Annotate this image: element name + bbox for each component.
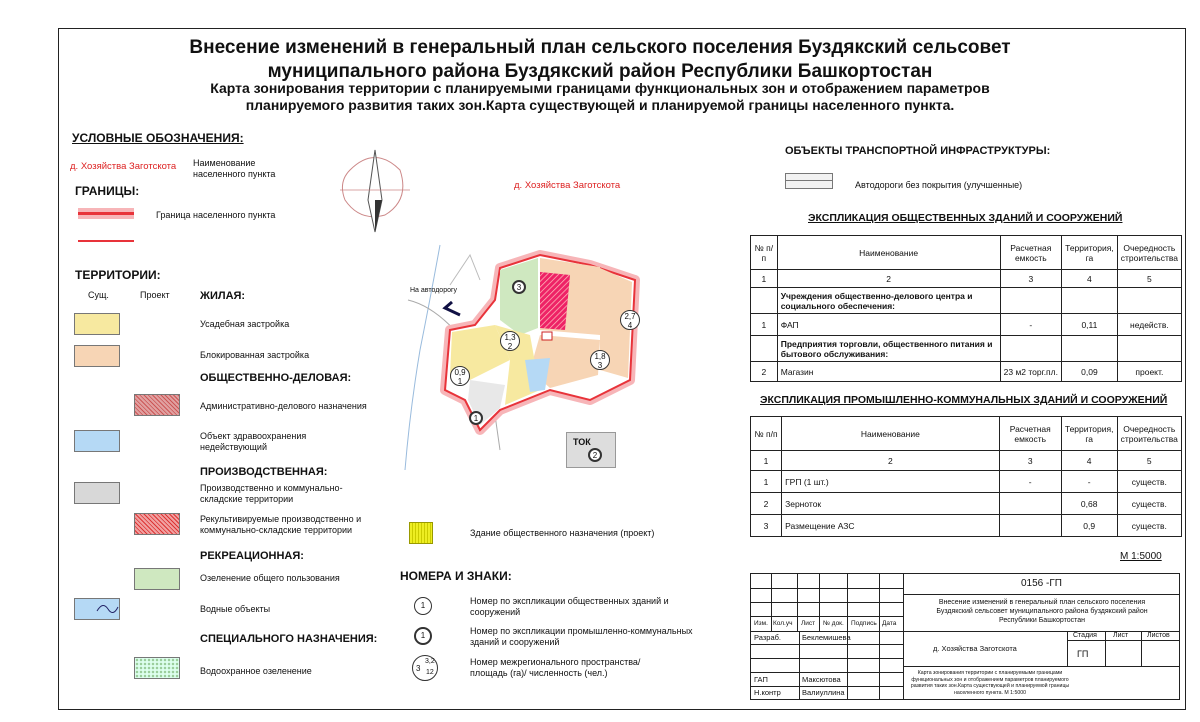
table-row: 1 ГРП (1 шт.) - - существ. xyxy=(751,471,1182,493)
stamp-nkontr-label: Н.контр xyxy=(754,688,781,697)
borders-heading: ГРАНИЦЫ: xyxy=(75,184,140,198)
stamp-col-date: Дата xyxy=(882,620,897,627)
table-group-row: Учреждения общественно-делового центра и социального обеспечения: xyxy=(751,288,1182,314)
table-row: 3 Размещение АЗС 0,9 существ. xyxy=(751,515,1182,537)
admin-swatch xyxy=(134,394,180,416)
stamp-col-list: Лист xyxy=(801,620,816,627)
map-marker-industrial-1: 1 xyxy=(469,411,483,425)
residential-heading: ЖИЛАЯ: xyxy=(200,290,246,302)
map-marker-industrial-3: 3 xyxy=(512,280,526,294)
stamp-col-koluch: Кол.уч xyxy=(773,620,793,627)
map-marker-4: 2,7 4 xyxy=(620,310,640,330)
stamp-dev-name: Беклемишева xyxy=(802,633,851,642)
border-swatch-project xyxy=(78,240,134,242)
legend-settlement-sample: д. Хозяйства Заготскота xyxy=(70,161,177,172)
table-group-row: Предприятия торговли, общественного питания и бытового обслуживания: xyxy=(751,336,1182,362)
transport-heading: ОБЪЕКТЫ ТРАНСПОРТНОЙ ИНФРАСТРУКТУРЫ: xyxy=(785,145,1051,157)
sign-interreg-circle: 3 3,2 12 xyxy=(412,655,438,681)
table-header-row: № п/п Наименование Расчетная емкость Территория, га Очередность строительства xyxy=(751,417,1182,451)
table-index-row: 1 2 3 4 5 xyxy=(751,270,1182,288)
public-building-project-desc: Здание общественного назначения (проект) xyxy=(470,528,655,538)
road-swatch xyxy=(785,173,833,189)
health-swatch xyxy=(74,430,120,452)
territories-heading: ТЕРРИТОРИИ: xyxy=(75,268,161,282)
road-label: На автодорогу xyxy=(410,287,458,294)
map-marker-1: 0,9 1 xyxy=(450,366,470,386)
border-swatch-existing xyxy=(78,208,134,219)
blocked-swatch xyxy=(74,345,120,367)
stamp-sheets-label: Листов xyxy=(1147,632,1170,639)
water-desc: Водные объекты xyxy=(200,604,271,614)
industrial-heading: ПРОИЗВОДСТВЕННАЯ: xyxy=(200,466,328,478)
page-subtitle: Карта зонирования территории с планируемыми границами функциональных зон и отображением параметров планируемого развития таких зон.Карта существующей и планируемой границы населенного пункта. xyxy=(210,80,990,113)
recreational-heading: РЕКРЕАЦИОННАЯ: xyxy=(200,550,304,562)
stamp-code: 0156 -ГП xyxy=(1021,578,1062,589)
industrial-table-heading: ЭКСПЛИКАЦИЯ ПРОМЫШЛЕННО-КОММУНАЛЬНЫХ ЗДАНИЙ И СООРУЖЕНИЙ xyxy=(760,394,1168,406)
legend-settlement-desc: Наименование населенного пункта xyxy=(193,158,276,179)
table-row: 2 Магазин 23 м2 торг.пл. 0,09 проект. xyxy=(751,362,1182,382)
estate-swatch xyxy=(74,313,120,335)
stamp-sheet-label: Лист xyxy=(1113,632,1129,639)
special-heading: СПЕЦИАЛЬНОГО НАЗНАЧЕНИЯ: xyxy=(200,633,378,645)
map-marker-2: 1,3 2 xyxy=(500,331,520,351)
map-marker-3: 1,8 3 xyxy=(590,350,610,370)
legend-heading: УСЛОВНЫЕ ОБОЗНАЧЕНИЯ: xyxy=(72,131,244,145)
estate-desc: Усадебная застройка xyxy=(200,319,290,329)
sign-interreg-desc: Номер межрегионального пространства/ площадь (га)/ численность (чел.) xyxy=(470,657,641,678)
prod-swatch xyxy=(74,482,120,504)
stamp-stage-label: Стадия xyxy=(1073,632,1097,639)
stamp-col-izm: Изм. xyxy=(754,620,768,627)
table-row: 1 ФАП - 0,11 недейств. xyxy=(751,314,1182,336)
stamp-settlement: д. Хозяйства Заготскота xyxy=(933,644,1017,653)
water-swatch xyxy=(74,598,120,620)
blocked-desc: Блокированная застройка xyxy=(200,350,310,360)
stamp-map-desc: Карта зонирования территории с планируемыми границами функциональных зон и отображением параметров планируемого развития таких зон.Карта существующей и планируемой границы населенного пункта. М 1:5000 xyxy=(910,670,1070,696)
col-project-label: Проект xyxy=(140,290,170,300)
signs-heading: НОМЕРА И ЗНАКИ: xyxy=(400,569,512,583)
road-desc: Автодороги без покрытия (улучшенные) xyxy=(855,180,1023,190)
public-table-heading: ЭКСПЛИКАЦИЯ ОБЩЕСТВЕННЫХ ЗДАНИЙ И СООРУЖЕНИЙ xyxy=(808,212,1123,224)
greening-swatch xyxy=(134,568,180,590)
stamp-nkontr-name: Валиуллина xyxy=(802,688,845,697)
table-row: 2 Зерноток 0,68 существ. xyxy=(751,493,1182,515)
table-index-row: 1 2 3 4 5 xyxy=(751,451,1182,471)
title-block-stamp xyxy=(750,573,1180,700)
prod-desc: Производственно и коммунально-складские территории xyxy=(200,483,343,504)
stamp-col-sign: Подпись xyxy=(851,620,877,627)
tok-block: ТОК xyxy=(566,432,616,468)
admin-desc: Административно-делового назначения xyxy=(200,401,367,411)
sign-public-desc: Номер по экспликации общественных зданий и сооружений xyxy=(470,596,669,617)
public-business-heading: ОБЩЕСТВЕННО-ДЕЛОВАЯ: xyxy=(200,372,352,384)
sign-industrial-desc: Номер по экспликации промышленно-коммунальных зданий и сооружений xyxy=(470,626,693,647)
public-table xyxy=(750,235,1182,382)
greening-desc: Озеленение общего пользования xyxy=(200,573,340,583)
industrial-table xyxy=(750,416,1182,537)
public-building-project-swatch xyxy=(409,522,433,544)
north-arrow-icon xyxy=(330,140,420,235)
map-marker-industrial-2: 2 xyxy=(588,448,602,462)
water-protect-desc: Водоохранное озеленение xyxy=(200,666,312,676)
border-desc: Граница населенного пункта xyxy=(156,210,276,220)
stamp-dev-label: Разраб. xyxy=(754,633,782,642)
table-header-row: № п/п Наименование Расчетная емкость Территория, га Очередность строительства xyxy=(751,236,1182,270)
stamp-col-ndoc: № док. xyxy=(823,620,844,627)
sign-industrial-circle: 1 xyxy=(414,627,432,645)
health-desc: Объект здравоохранения недействующий xyxy=(200,431,307,452)
map-settlement-label: д. Хозяйства Заготскота xyxy=(514,180,621,191)
recultivated-desc: Рекультивируемые производственно и коммунально-складские территории xyxy=(200,514,362,535)
stamp-gap-label: ГАП xyxy=(754,675,768,684)
page-title: Внесение изменений в генеральный план сельского поселения Буздякский сельсовет муниципального района Буздякский район Республики Башкортостан xyxy=(189,37,1011,82)
col-existing-label: Сущ. xyxy=(88,290,109,300)
scale-label: М 1:5000 xyxy=(1120,551,1162,562)
water-protect-swatch xyxy=(134,657,180,679)
stamp-project-title: Внесение изменений в генеральный план сельского поселения Буздякский сельсовет муниципального района буздякский район Республики Башкортостан xyxy=(936,599,1148,624)
stamp-gap-name: Максютова xyxy=(802,675,841,684)
sign-public-circle: 1 xyxy=(414,597,432,615)
recultivated-swatch xyxy=(134,513,180,535)
stamp-stage-value: ГП xyxy=(1077,649,1089,659)
